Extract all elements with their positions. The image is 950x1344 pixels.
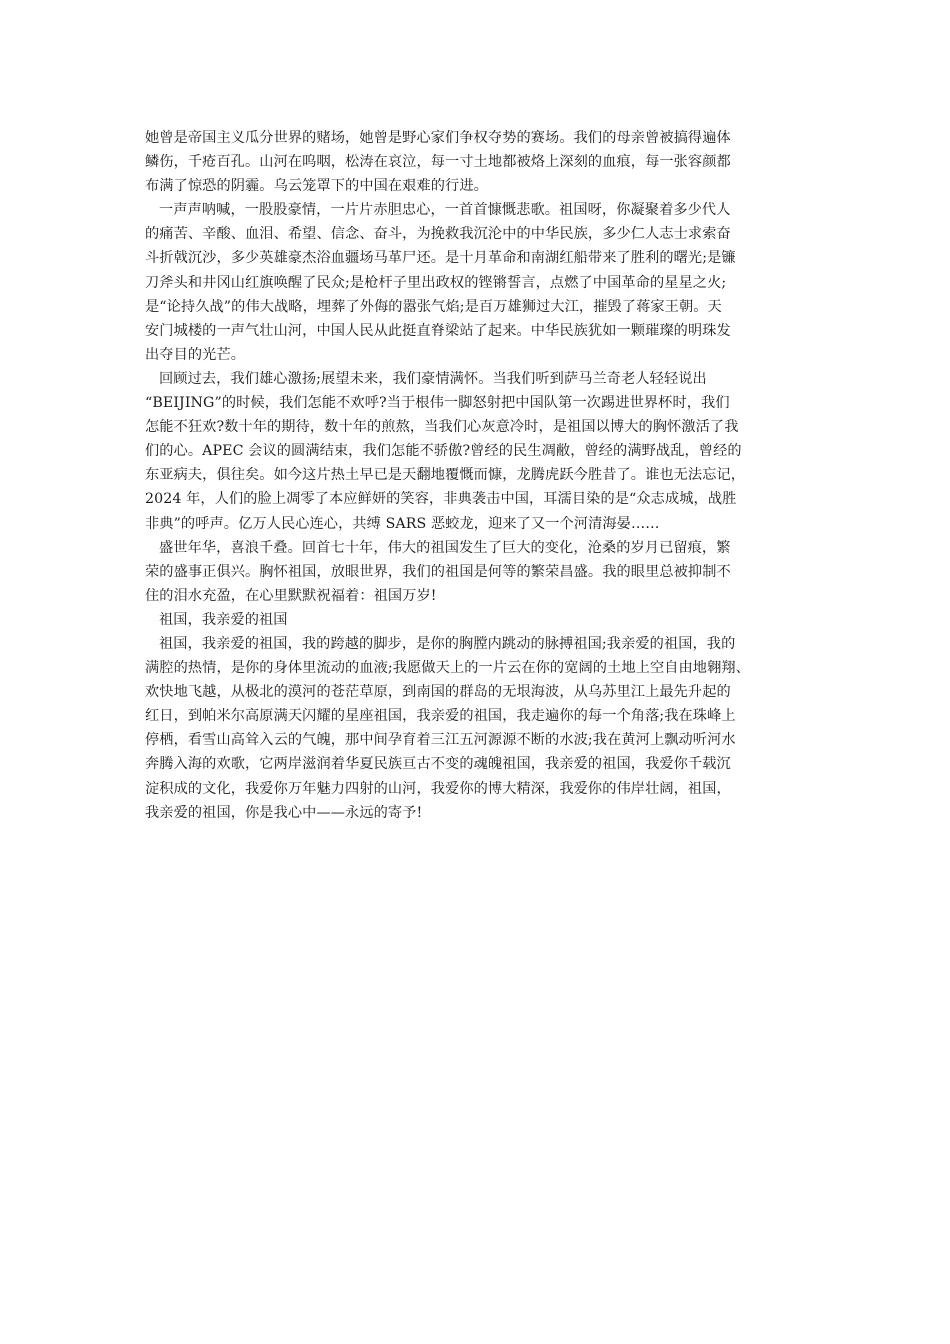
text-line-12: “BEIJING”的时候，我们怎能不欢呼?当于根伟一脚怒射把中国队第一次踢进世界杯时，我们 — [145, 395, 730, 412]
text-line-16: 2024 年，人们的脸上凋零了本应鲜妍的笑容，非典袭击中国，耳濡目染的是“众志成城，战胜 — [145, 491, 737, 508]
text-line-18: 盛世年华，喜浪千叠。回首七十年，伟大的祖国发生了巨大的变化，沧桑的岁月已留痕，繁 — [159, 539, 731, 556]
text-line-29: 我亲爱的祖国，你是我心中——永远的寄予! — [145, 804, 423, 821]
section-heading: 祖国，我亲爱的祖国 — [159, 611, 288, 628]
text-line-28: 淀积成的文化，我爱你万年魅力四射的山河，我爱你的博大精深，我爱你的伟岸壮阔，祖国， — [145, 780, 731, 797]
text-line-11: 回顾过去，我们雄心激扬;展望未来，我们豪情满怀。当我们听到萨马兰奇老人轻轻说出 — [159, 370, 707, 387]
text-line-14: 们的心。APEC 会议的圆满结束，我们怎能不骄傲?曾经的民生凋敝，曾经的满野战乱，曾经的 — [145, 443, 742, 460]
text-line-17: 非典”的呼声。亿万人民心连心，共缚 SARS 恶蛟龙，迎来了又一个河清海晏…… — [145, 515, 660, 532]
text-line-24: 欢快地飞越，从极北的漠河的苍茫草原，到南国的群岛的无垠海波，从乌苏里江上最先升起的 — [145, 684, 731, 701]
text-line-8: 是“论持久战”的伟大战略，埋葬了外侮的嚣张气焰;是百万雄狮过大江，摧毁了蒋家王朝。天 — [145, 298, 722, 315]
text-line-6: 斗折戟沉沙，多少英雄豪杰浴血疆场马革尸还。是十月革命和南湖红船带来了胜利的曙光;是镰 — [145, 250, 736, 267]
text-line-25: 红日，到帕米尔高原满天闪耀的星座祖国，我亲爱的祖国，我走遍你的每一个角落;我在珠峰上 — [145, 708, 736, 725]
text-line-15: 东亚病夫，俱往矣。如今这片热土早已是天翻地覆慨而慷，龙腾虎跃今胜昔了。谁也无法忘记， — [145, 467, 746, 484]
text-line-26: 停栖，看雪山高耸入云的气魄，那中间孕育着三江五河源源不断的水波;我在黄河上飘动听河水 — [145, 732, 736, 749]
text-line-13: 怎能不狂欢?数十年的期待，数十年的煎熬，当我们心灰意冷时，是祖国以博大的胸怀激活了我 — [145, 419, 739, 436]
text-line-22: 祖国，我亲爱的祖国，我的跨越的脚步，是你的胸膛内跳动的脉搏祖国;我亲爱的祖国，我的 — [159, 635, 736, 652]
text-line-5: 的痛苦、辛酸、血泪、希望、信念、奋斗，为挽救我沉沦中的中华民族，多少仁人志士求索奋 — [145, 226, 731, 243]
document-body — [145, 126, 805, 825]
text-line-23: 满腔的热情，是你的身体里流动的血液;我愿做天上的一片云在你的宽阔的土地上空自由地翱翔、 — [145, 660, 750, 677]
text-line-7: 刀斧头和井冈山红旗唤醒了民众;是枪杆子里出政权的铿锵誓言，点燃了中国革命的星星之火; — [145, 274, 727, 291]
text-line-20: 住的泪水充盈，在心里默默祝福着：祖国万岁! — [145, 587, 437, 604]
text-line-2: 鳞伤，千疮百孔。山河在呜咽，松涛在哀泣，每一寸土地都被烙上深刻的血痕，每一张容颜都 — [145, 154, 731, 171]
text-line-19: 荣的盛事正俱兴。胸怀祖国，放眼世界，我们的祖国是何等的繁荣昌盛。我的眼里总被抑制不 — [145, 563, 731, 580]
text-line-1: 她曾是帝国主义瓜分世界的赌场，她曾是野心家们争权夺势的赛场。我们的母亲曾被搞得遍体 — [145, 130, 731, 146]
text-line-3: 布满了惊恐的阴霾。乌云笼罩下的中国在艰难的行进。 — [145, 178, 488, 195]
text-line-4: 一声声呐喊，一股股豪情，一片片赤胆忠心，一首首慷慨悲歌。祖国呀，你凝聚着多少代人 — [159, 202, 731, 219]
text-line-9: 安门城楼的一声气壮山河，中国人民从此挺直脊梁站了起来。中华民族犹如一颗璀璨的明珠发 — [145, 322, 731, 339]
text-line-27: 奔腾入海的欢歌，它两岸滋润着华夏民族亘古不变的魂魄祖国，我亲爱的祖国，我爱你千载沉 — [145, 756, 731, 773]
text-line-10: 出夺目的光芒。 — [145, 346, 246, 363]
